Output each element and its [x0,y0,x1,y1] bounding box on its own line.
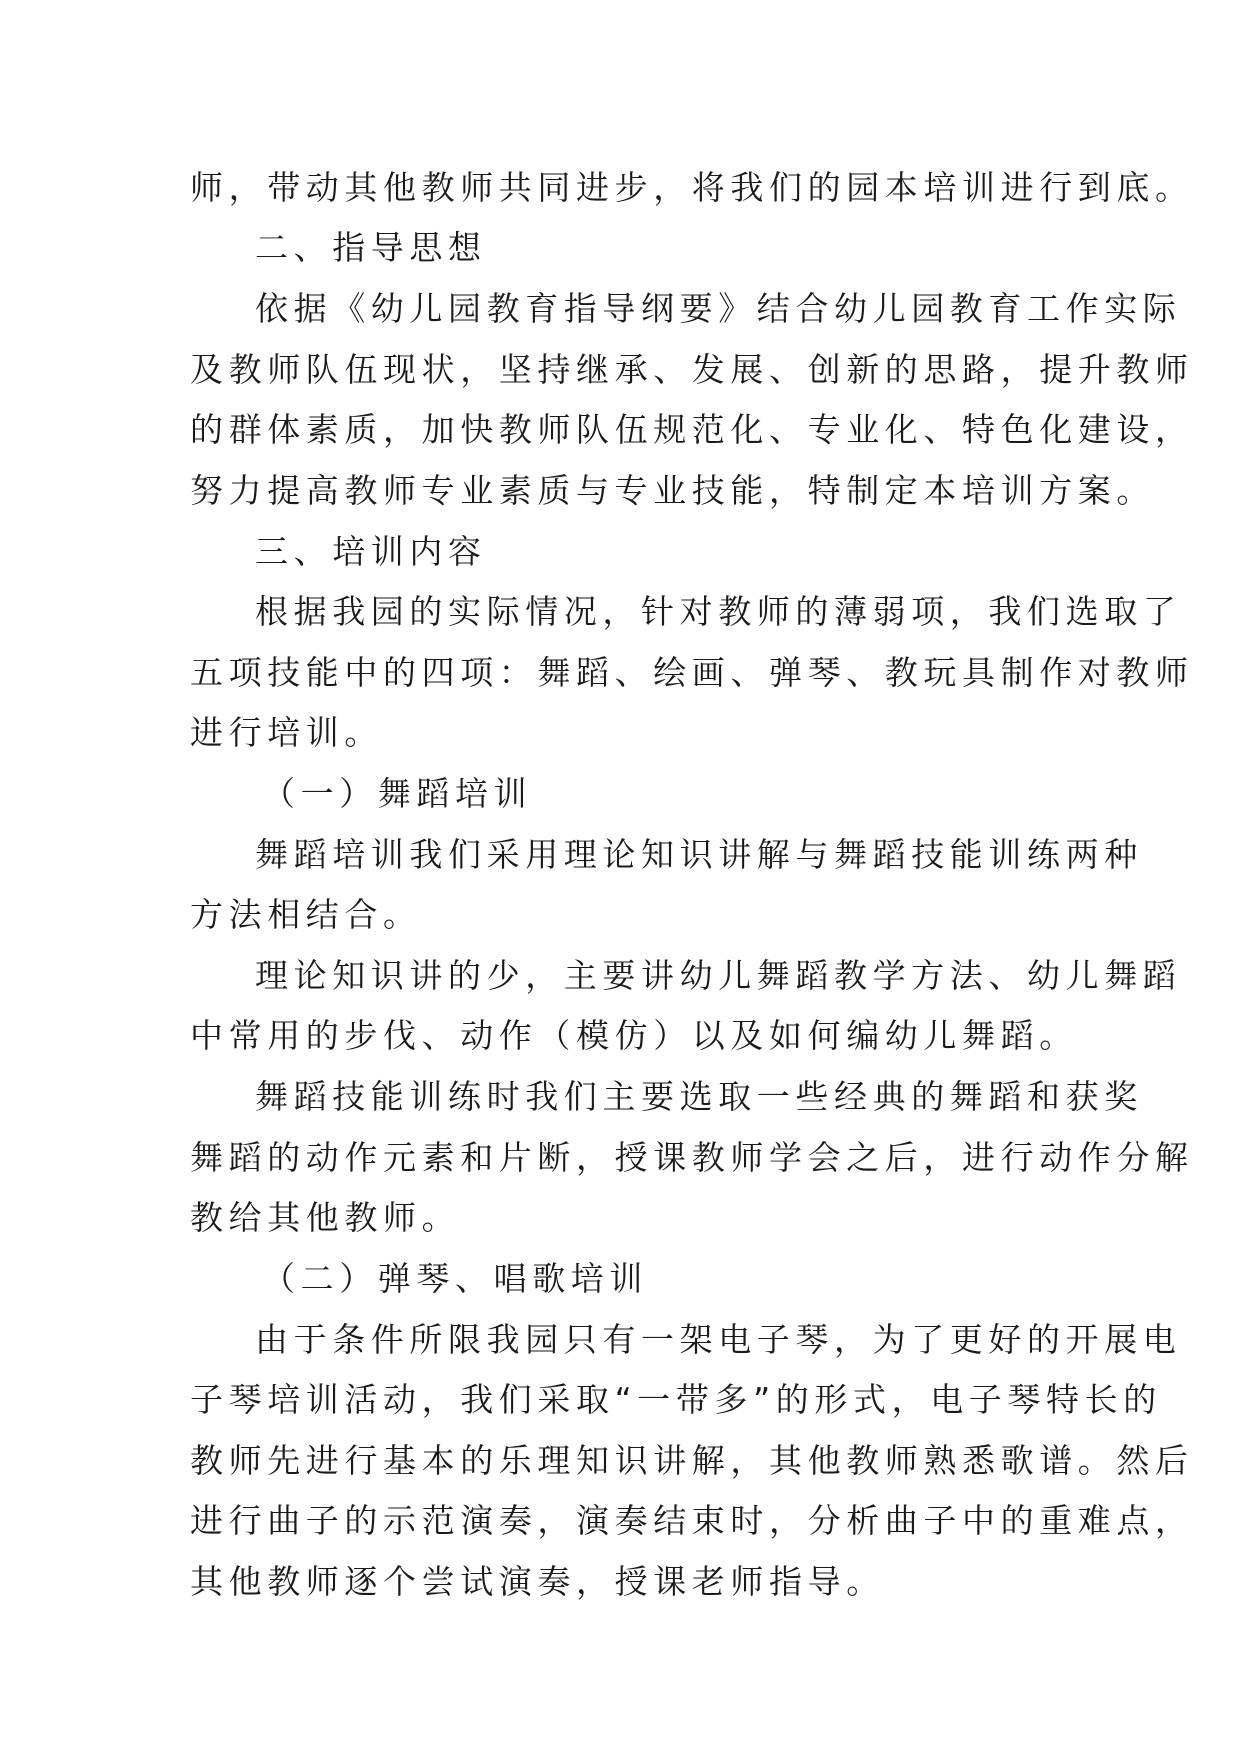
paragraph-first-line: 由于条件所限我园只有一架电子琴，为了更好的开展电 [255,1320,1182,1359]
paragraph-first-line: 理论知识讲的少，主要讲幼儿舞蹈教学方法、幼儿舞蹈 [255,956,1182,995]
text-line: 努力提高教师专业素质与专业技能，特制定本培训方案。 [190,471,1155,510]
text-line: 子琴培训活动，我们采取“一带多”的形式，电子琴特长的 [190,1380,1162,1419]
text-line: 其他教师逐个尝试演奏，授课老师指导。 [190,1562,885,1601]
section-heading: 三、培训内容 [255,532,487,571]
paragraph-first-line: 依据《幼儿园教育指导纲要》结合幼儿园教育工作实际 [255,289,1182,328]
subsection-heading: （二）弹琴、唱歌培训 [262,1259,648,1298]
text-line: 中常用的步伐、动作（模仿）以及如何编幼儿舞蹈。 [190,1016,1078,1055]
paragraph-first-line: 舞蹈技能训练时我们主要选取一些经典的舞蹈和获奖 [255,1077,1143,1116]
text-line: 五项技能中的四项：舞蹈、绘画、弹琴、教玩具制作对教师 [190,653,1194,692]
text-line: 教师先进行基本的乐理知识讲解，其他教师熟悉歌谱。然后 [190,1441,1194,1480]
paragraph-first-line: 舞蹈培训我们采用理论知识讲解与舞蹈技能训练两种 [255,835,1143,874]
text-line: 及教师队伍现状，坚持继承、发展、创新的思路，提升教师 [190,350,1194,389]
text-line: 教给其他教师。 [190,1198,461,1237]
text-line: 的群体素质，加快教师队伍规范化、专业化、特色化建设， [190,410,1194,449]
subsection-heading: （一）舞蹈培训 [262,774,533,813]
text-line: 进行培训。 [190,713,383,752]
text-line: 师，带动其他教师共同进步，将我们的园本培训进行到底。 [190,168,1194,207]
section-heading: 二、指导思想 [255,228,487,267]
text-line: 舞蹈的动作元素和片断，授课教师学会之后，进行动作分解 [190,1138,1194,1177]
text-line: 方法相结合。 [190,895,422,934]
text-line: 进行曲子的示范演奏，演奏结束时，分析曲子中的重难点， [190,1501,1194,1540]
paragraph-first-line: 根据我园的实际情况，针对教师的薄弱项，我们选取了 [255,592,1182,631]
